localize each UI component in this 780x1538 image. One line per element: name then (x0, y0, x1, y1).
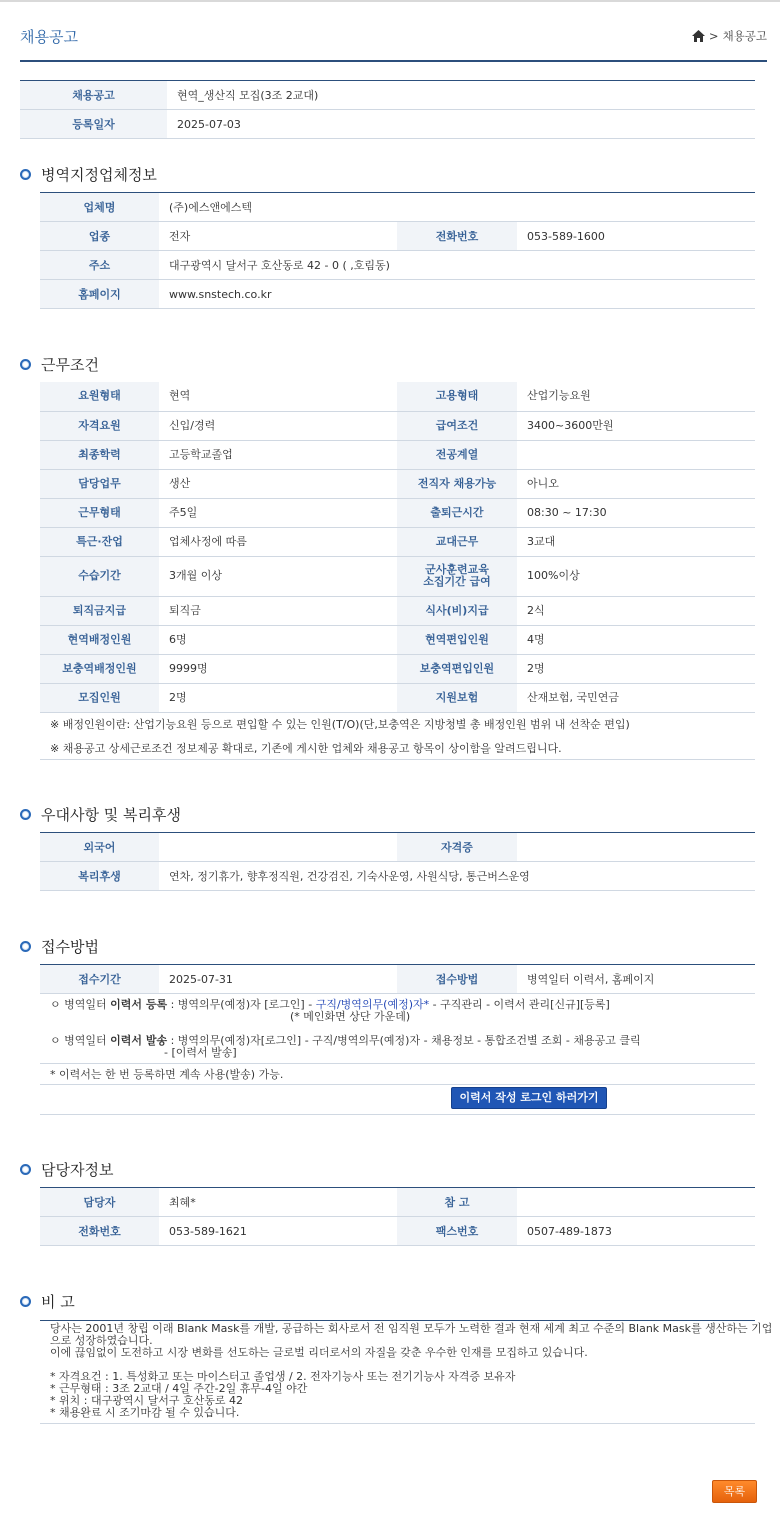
table-row (40, 683, 755, 712)
condition-value: 3교대 (517, 527, 755, 556)
welfare-label: 복리후생 (40, 862, 159, 891)
apply-period-value: 2025-07-31 (159, 965, 397, 994)
section-title-apply (20, 936, 99, 957)
contact-table (40, 1187, 755, 1246)
section-title-conditions (20, 354, 99, 375)
condition-value: 2식 (517, 596, 755, 625)
bullet-icon (20, 941, 31, 952)
benefits-table (40, 832, 755, 891)
step-bold: 이력서 발송 (110, 1034, 168, 1047)
step-text: - 구직관리 - 이력서 관리[신규][등록] (429, 998, 610, 1011)
condition-label: 모집인원 (40, 683, 159, 712)
summary-label-date: 등록일자 (20, 110, 167, 139)
section-title-contact (20, 1159, 113, 1180)
condition-value: 산재보험, 국민연금 (517, 683, 755, 712)
section-title-text: 우대사항 및 복리후생 (41, 806, 181, 824)
apply-method-label: 접수방법 (397, 965, 517, 994)
contact-ref-value (517, 1188, 755, 1217)
condition-label: 식사(비)지급 (397, 596, 517, 625)
condition-label: 특근·잔업 (40, 527, 159, 556)
table-row (40, 654, 755, 683)
table-row (40, 251, 755, 280)
bullet-icon (20, 809, 31, 820)
bullet-icon (20, 1164, 31, 1175)
condition-value: 100%이상 (517, 556, 755, 596)
homepage-link[interactable]: www.snstech.co.kr (159, 280, 755, 309)
job-seeker-link[interactable]: 구직/병역의무(예정)자* (315, 998, 430, 1011)
summary-value-date: 2025-07-03 (167, 110, 755, 139)
condition-label: 요원형태 (40, 382, 159, 411)
table-row (40, 1217, 755, 1246)
table-row (40, 527, 755, 556)
remark-line: * 근무형태 : 3조 2교대 / 4일 주간-2일 휴무-4일 야간 (50, 1382, 308, 1395)
condition-value: 신입/경력 (159, 411, 397, 440)
section-title-company (20, 164, 157, 185)
condition-label: 고용형태 (397, 382, 517, 411)
condition-value: 6명 (159, 625, 397, 654)
table-row (40, 222, 755, 251)
condition-label: 근무형태 (40, 498, 159, 527)
summary-label-title: 채용공고 (20, 81, 167, 110)
step-send-cont: - [이력서 발송] (164, 1046, 237, 1059)
table-row (40, 965, 755, 994)
step-prefix: ㅇ 병역일터 (50, 1034, 111, 1047)
table-row (40, 596, 755, 625)
condition-value: 퇴직금 (159, 596, 397, 625)
breadcrumb (692, 28, 767, 44)
language-label: 외국어 (40, 833, 159, 862)
summary-value-title: 현역_생산직 모집(3조 2교대) (167, 81, 755, 110)
table-row (20, 81, 755, 110)
industry-value: 전자 (159, 222, 397, 251)
section-title-text: 비 고 (41, 1293, 75, 1311)
step-bold: 이력서 등록 (110, 998, 168, 1011)
condition-value: 아니오 (517, 469, 755, 498)
step-prefix: ㅇ 병역일터 (50, 998, 111, 1011)
conditions-notes (40, 713, 755, 760)
table-row (40, 469, 755, 498)
step-register-note: (* 메인화면 상단 가운데) (290, 1010, 411, 1023)
condition-label: 전공계열 (397, 440, 517, 469)
certificate-value (517, 833, 755, 862)
table-row (40, 193, 755, 222)
company-phone-label: 전화번호 (397, 222, 517, 251)
breadcrumb-separator: > (708, 29, 719, 43)
industry-label: 업종 (40, 222, 159, 251)
remark-line: 이에 끊임없이 도전하고 시장 변화를 선도하는 글로벌 리더로서의 자질을 갖춘 우수한 인재를 모집하고 있습니다. (50, 1346, 588, 1359)
condition-value: 08:30 ~ 17:30 (517, 498, 755, 527)
company-phone-value: 053-589-1600 (517, 222, 755, 251)
apply-steps (40, 993, 755, 1064)
condition-label: 교대근무 (397, 527, 517, 556)
table-row (40, 833, 755, 862)
note-assigned-personnel: ※ 배정인원이란: 산업기능요원 등으로 편입할 수 있는 인원(T/O)(단,보충역은 지방청별 총 배정인원 범위 내 선착순 편입) (50, 718, 630, 731)
condition-label: 보충역배정인원 (40, 654, 159, 683)
condition-value: 2명 (517, 654, 755, 683)
section-title-text: 근무조건 (41, 356, 99, 374)
company-name-label: 업체명 (40, 193, 159, 222)
condition-label: 보충역편입인원 (397, 654, 517, 683)
section-title-remarks (20, 1291, 75, 1312)
page-header (20, 2, 767, 62)
condition-label: 군사훈련교육 소집기간 급여 (397, 556, 517, 596)
condition-value: 고등학교졸업 (159, 440, 397, 469)
condition-value: 현역 (159, 382, 397, 411)
condition-label: 출퇴근시간 (397, 498, 517, 527)
condition-label: 급여조건 (397, 411, 517, 440)
contact-ref-label: 참 고 (397, 1188, 517, 1217)
condition-label: 최종학력 (40, 440, 159, 469)
condition-label: 지원보험 (397, 683, 517, 712)
bullet-icon (20, 359, 31, 370)
condition-label: 현역편입인원 (397, 625, 517, 654)
table-row (40, 382, 755, 411)
language-value (159, 833, 397, 862)
condition-value: 2명 (159, 683, 397, 712)
condition-value: 4명 (517, 625, 755, 654)
step-text: : 병역의무(예정)자[로그인] - 구직/병역의무(예정)자 - 채용정보 - 통합조건별 조회 - 채용공고 클릭 (167, 1034, 641, 1047)
home-icon[interactable] (692, 30, 705, 42)
table-row (40, 1188, 755, 1217)
condition-value: 주5일 (159, 498, 397, 527)
contact-person-value: 최혜* (159, 1188, 397, 1217)
condition-label: 자격요원 (40, 411, 159, 440)
step-text: : 병역의무(예정)자 [로그인] - (167, 998, 316, 1011)
resume-note-row (40, 1063, 755, 1085)
bullet-icon (20, 1296, 31, 1307)
welfare-value: 연차, 정기휴가, 향후정직원, 건강검진, 기숙사운영, 사원식당, 통근버스운영 (159, 862, 755, 891)
step-send (50, 1032, 641, 1048)
contact-phone-value: 053-589-1621 (159, 1217, 397, 1246)
section-title-benefits (20, 804, 181, 825)
remarks-box (40, 1320, 773, 1424)
table-row (40, 625, 755, 654)
condition-label: 퇴직금지급 (40, 596, 159, 625)
table-row (40, 280, 755, 309)
apply-method-value: 병역일터 이력서, 홈페이지 (517, 965, 755, 994)
table-row (20, 110, 755, 139)
list-button[interactable]: 목록 (712, 1480, 757, 1503)
table-row (40, 411, 755, 440)
address-label: 주소 (40, 251, 159, 280)
table-row (40, 556, 755, 596)
condition-value: 생산 (159, 469, 397, 498)
bullet-icon (20, 169, 31, 180)
apply-table (40, 964, 755, 994)
contact-fax-value: 0507-489-1873 (517, 1217, 755, 1246)
company-table (40, 192, 755, 309)
condition-label: 담당업무 (40, 469, 159, 498)
table-row (40, 862, 755, 891)
resume-note: * 이력서는 한 번 등록하면 계속 사용(발송) 가능. (50, 1068, 284, 1081)
condition-value: 3개월 이상 (159, 556, 397, 596)
company-name-value: (주)에스앤에스텍 (159, 193, 755, 222)
remark-line: 당사는 2001년 창립 이래 Blank Mask를 개발, 공급하는 회사로서 전 임직원 모두가 노력한 결과 현재 세계 최고 수준의 Blank Mask를 생산하는 기업 (50, 1322, 773, 1335)
condition-label: 수습기간 (40, 556, 159, 596)
condition-label: 현역배정인원 (40, 625, 159, 654)
table-row (40, 440, 755, 469)
button-row (40, 1084, 755, 1115)
section-title-text: 접수방법 (41, 938, 99, 956)
conditions-table (40, 382, 755, 713)
condition-value: 9999명 (159, 654, 397, 683)
remark-line: * 자격요건 : 1. 특성화고 또는 마이스터고 졸업생 / 2. 전자기능사 또는 전기기능사 자격증 보유자 (50, 1370, 516, 1383)
remark-line: * 채용완료 시 조기마감 될 수 있습니다. (50, 1406, 240, 1419)
section-title-text: 병역지정업체정보 (41, 166, 157, 184)
apply-period-label: 접수기간 (40, 965, 159, 994)
condition-value: 업체사정에 따름 (159, 527, 397, 556)
summary-table (20, 80, 755, 139)
remark-line: 으로 성장하였습니다. (50, 1334, 153, 1347)
homepage-label: 홈페이지 (40, 280, 159, 309)
certificate-label: 자격증 (397, 833, 517, 862)
resume-login-button[interactable]: 이력서 작성 로그인 하러가기 (451, 1087, 607, 1109)
condition-value: 3400~3600만원 (517, 411, 755, 440)
section-title-text: 담당자정보 (41, 1161, 114, 1179)
contact-fax-label: 팩스번호 (397, 1217, 517, 1246)
condition-value: 산업기능요원 (517, 382, 755, 411)
contact-person-label: 담당자 (40, 1188, 159, 1217)
address-value: 대구광역시 달서구 호산동로 42 - 0 ( ,호림동) (159, 251, 755, 280)
table-row (40, 498, 755, 527)
remark-line: * 위치 : 대구광역시 달서구 호산동로 42 (50, 1394, 243, 1407)
breadcrumb-current: 채용공고 (722, 29, 767, 43)
contact-phone-label: 전화번호 (40, 1217, 159, 1246)
condition-label: 전직자 채용가능 (397, 469, 517, 498)
condition-value (517, 440, 755, 469)
note-info-expansion: ※ 채용공고 상세근로조건 정보제공 확대로, 기존에 게시한 업체와 채용공고 항목이 상이함을 알려드립니다. (50, 742, 562, 755)
page-title: 채용공고 (20, 28, 78, 46)
